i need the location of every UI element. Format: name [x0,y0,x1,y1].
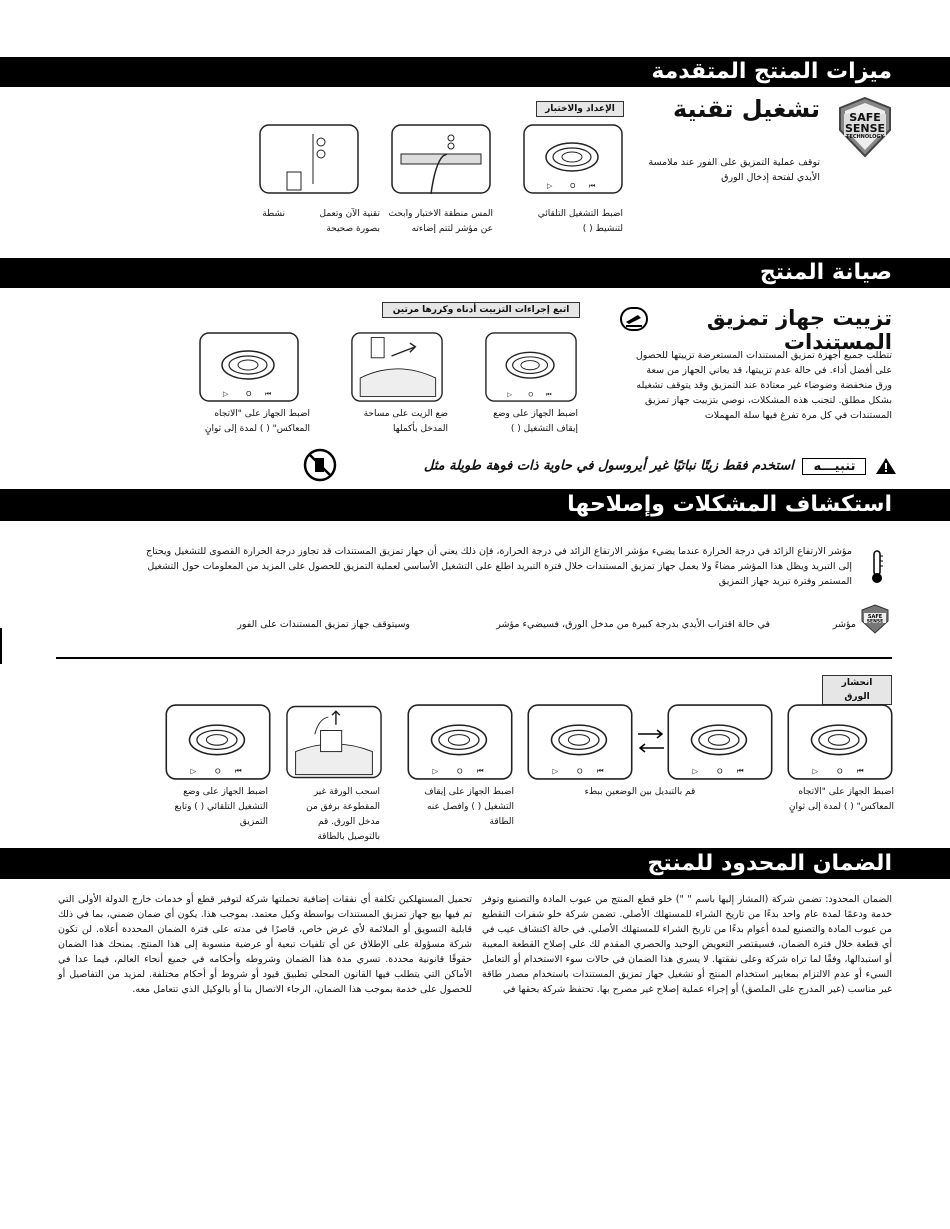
svg-text:O: O [716,766,723,776]
svg-text:SENSE: SENSE [866,619,884,625]
jam-step-1-text: اضبط الجهاز على "الاتجاه المعاكس" ( ) لمدة إلى ثوانٍ [788,787,894,812]
caution-label: تنبيـــه [802,458,866,475]
svg-text:O: O [246,390,252,398]
svg-text:O: O [570,182,576,190]
jam-step-1-image [787,704,887,774]
warranty-right-column: الضمان المحدود: تضمن شركة (المشار إليها باسم " ") خلو قطع المنتج من عيوب المادة والتصنيع وتوفر خدمة ودعمًا لمدة عام واحد بدءًا من تاريخ الشراء للمستهلك الأصلي. تضمن شركة خلو شفرات التقطيع من عيوب المادة والتصنيع لمدة أعوام بدءًا من تاريخ الشراء للمستهلك الأصلي. في حالة اكتشاف عيب في أي قطعة خلال فترة الضمان، فسيقتصر التعويض الوحيد والحصري المقدم لك على إصلاح القطعة المعيبة أو استبدالها، وفقًا لما تراه شركة وعلى نفقتها. لا يسري هذا الضمان في حالات سوء الاستخدام أو التعامل السيء أو عدم الالتزام بمعايير استخدام المنتج أو تشغيل جهاز تمزيق المستندات باستخدام مصدر طاقة غير مناسب (غير المدرج على الملصق) أو إجراء عملية إصلاح غير مصرح بها. تحتفظ شركة بحقها في [482,894,892,995]
warning-triangle-icon [875,457,897,475]
svg-text:▷: ▷ [223,390,229,398]
section-bar-features [0,57,950,87]
oiling-step-2-text: ضع الزيت على مساحة المدخل بأكملها [363,409,448,434]
svg-text:O: O [836,766,843,776]
oiling-caution-row [340,457,897,475]
oiling-description: تتطلب جميع أجهزة تمزيق المستندات المستعرضة تزييتها للحصول على أفضل أداء. في حالة عدم تزييتها، قد يعاني الجهاز من سعة ورق منخفضة وضوضاء غير معتادة عند التمزيق وقد يتوقف تشغيله بشكل مطلق. لتجنب هذه المشكلات، نوصي بتزييت جهاز تمزيق المستندات في كل مرة تفرغ فيها سلة المهملات [635,350,892,421]
feature-step-2-text: المس منطقة الاختبار وابحث عن مؤشر لتتم إضاءته [388,209,493,234]
svg-text:O: O [214,766,221,776]
svg-text:SAFE: SAFE [867,614,883,620]
jam-step-3-text: اضبط الجهاز على إيقاف التشغيل ( ) وافصل عنه الطاقة [424,787,514,827]
caution-text: استخدم فقط زيتًا نباتيًا غير أيروسول في حاوية ذات فوهة طويلة مثل [423,458,794,474]
oiling-step-3-image [199,332,299,402]
svg-text:▷: ▷ [507,390,513,399]
no-aerosol-icon [303,448,337,482]
thermometer-icon [870,550,884,584]
oil-can-icon [620,307,648,331]
section-title-maintenance: صيانة المنتج [759,260,892,285]
safe-indicator-end: وسيتوقف جهاز تمزيق المستندات على الفور [237,619,410,630]
paper-jam-tag: انحشار الورق [822,675,892,705]
svg-text:▷: ▷ [812,766,819,776]
jam-step-2b-image [527,704,627,774]
section-title-warranty: الضمان المحدود للمنتج [647,851,892,876]
feature-step-3-text: تقنية الآن وتعمل بصورة صحيحة [319,209,380,234]
toggle-arrows-icon [636,726,666,756]
jam-step-4-text: اسحب الورقة غير المقطوعة برفق من مدخل الورق. قم بالتوصيل بالطاقة [306,787,380,842]
oiling-step-1-text: اضبط الجهاز على وضع إيقاف التشغيل ( ) [493,409,578,434]
svg-text:▷: ▷ [547,182,553,190]
safe-sense-small-icon [860,604,890,634]
feature-step-1-image [523,124,623,194]
safe-indicator-mid: في حالة اقتراب الأيدي بدرجة كبيرة من مدخل الورق، فسيضيء مؤشر [496,619,770,630]
svg-text:⏮: ⏮ [234,766,242,776]
feature-step-3-image [259,124,359,194]
safe-sense-description: توقف عملية التمزيق على الفور عند ملامسة الأيدي لفتحة إدخال الورق [648,157,820,183]
oiling-title: تزييت جهاز تمزيق المستندات [706,306,892,354]
svg-text:▷: ▷ [692,766,699,776]
feature-step-2-image [391,124,491,194]
svg-text:⏮: ⏮ [589,182,596,190]
safe-indicator-label: مؤشر [832,619,856,630]
svg-text:⏮: ⏮ [545,390,552,399]
thermal-indicator-text: مؤشر الارتفاع الزائد في درجة الحرارة عندما يضيء مؤشر الارتفاع الزائد في درجة الحرارة، فإن ذلك يعني أن جهاز تمزيق المستندات قد تجاوز درجة الحرارة القصوى للتشغيل ويحتاج إلى التبريد ويظل هذا المؤشر مضاءً ولا يعمل جهاز تمزيق المستندات خلال فترة التبريد اطلع على التشغيل الأساسي لعملية التمزيق للحصول على المزيد من المعلومات حول التشغيل المستمر وفترة تبريد جهاز التمزيق [145,546,852,587]
section-title-troubleshooting: استكشاف المشكلات وإصلاحها [567,492,892,517]
oiling-step-2-image [351,332,451,402]
jam-step-2-text: قم بالتبديل بين الوضعين ببطء [584,787,696,797]
section-title-features: ميزات المنتج المتقدمة [651,59,892,84]
jam-step-2a-image [667,704,767,774]
svg-text:⏮: ⏮ [476,766,484,776]
safe-sense-logo-text: SAFE SENSE TECHNOLOGY [844,111,886,140]
section-bar-maintenance [0,258,950,288]
svg-text:O: O [456,766,463,776]
jam-step-5-image [165,704,265,774]
svg-text:▷: ▷ [190,766,197,776]
oiling-step-1-image [485,332,585,402]
svg-text:O: O [576,766,583,776]
section-bar-warranty [0,848,950,879]
svg-text:⏮: ⏮ [856,766,864,776]
jam-step-4-image [286,704,386,774]
section-bar-troubleshooting [0,489,950,521]
svg-text:O: O [528,390,534,399]
feature-step-4-text: نشطة [262,209,285,219]
svg-text:▷: ▷ [552,766,559,776]
svg-text:▷: ▷ [432,766,439,776]
margin-mark [0,628,2,664]
svg-text:⏮: ⏮ [736,766,744,776]
section-divider [56,657,892,659]
oiling-procedure-tag: اتبع إجراءات التزييت أدناه وكررها مرتين [382,302,580,318]
oiling-step-3-text: اضبط الجهاز على "الاتجاه المعاكس" ( ) لمدة إلى ثوانٍ [204,409,310,434]
safe-sense-title: تشغيل تقنية [673,95,820,123]
svg-text:⏮: ⏮ [265,390,272,398]
feature-step-1-text: اضبط التشغيل التلقائي لتنشيط ( ) [537,209,623,234]
jam-step-3-image [407,704,507,774]
setup-test-tag: الإعداد والاختبار [536,101,624,117]
jam-step-5-text: اضبط الجهاز على وضع التشغيل التلقائي ( ) وتابع التمزيق [174,787,268,827]
svg-text:⏮: ⏮ [596,766,604,776]
warranty-left-column: تحميل المستهلكين تكلفة أي نفقات إضافية تحملتها شركة لتوفير قطع أو خدمات خارج الدولة الأولى التي تم فيها بيع جهاز تمزيق المستندات بواسطة وكيل معتمد. بموجب هذا. يكون أي ضمان ضمني، بما في ذلك قابلية التسويق أو الملائمة لأي غرض خاص، قاصرًا في مدته على فترة الضمان المحددة أعلاه. لن تكون شركة مسؤولة على الإطلاق عن أي تلفيات تبعية أو عرضية منسوبة إلى هذا المنتج. يمنحك هذا الضمان حقوقًا قانونية محددة. تسري مدة هذا الضمان وشروطه وأحكامه في جميع أنحاء العالم، فيما عدا في الأماكن التي يتطلب فيها القانون المحلي تطبيق قيود أو شروط أو أحكام مختلفة. لمزيد من التفاصيل أو للحصول على خدمة بموجب هذا الضمان، الرجاء الاتصال بنا أو بالوكيل الذي تتعامل معه. [58,894,472,995]
